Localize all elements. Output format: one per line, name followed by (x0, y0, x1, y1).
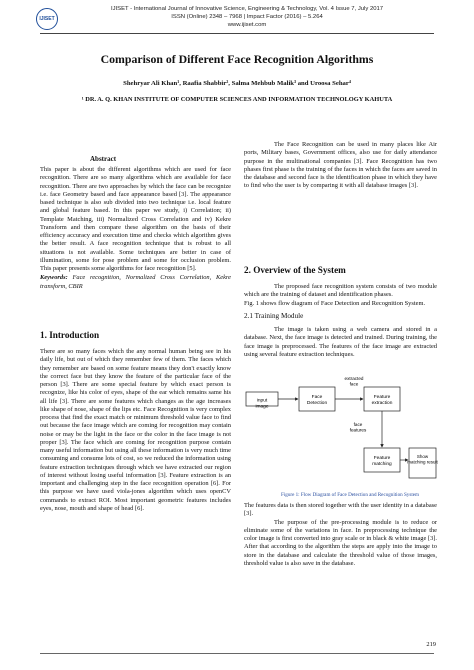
journal-logo: IJISET (36, 8, 58, 30)
abstract-text: This paper is about the different algorithms which are used for face recognition. There are so many algorithms which are available for face recognition. There are two approaches by which the face can be recognize i.e. face Geometry based and face appearance based [3]. The appearance based technique is also sub divided into two technique i.e. local feature and global feature based. In this paper we study, i) Correlation; ii) Template Matching, iii) Normalized Cross Correlation and iv) Kekre Transform and then compare these algorithm on the basis of their efficiency accuracy and execution time and checks which algorithm gives the better result. A face recognition technique that is robust to all situations is not available. Some techniques are better in case of illumination, some for pose problem and some for occlusion problem. This paper presents some algorithms for face recognition [5]. (40, 166, 231, 272)
intro-heading: 1. Introduction (40, 330, 100, 340)
feature-matching-label: Feature matching (372, 456, 392, 467)
face-detection-label: Face Detection (306, 395, 328, 406)
overview-heading: 2. Overview of the System (244, 265, 346, 275)
journal-header-line1: IJISET - International Journal of Innovative Science, Engineering & Technology, Vol. 4 Issue 7, July 2017 (110, 6, 384, 12)
overview-body: The proposed face recognition system consists of two module which are the training of dataset and identification phases. Fig. 1 shows flow diagram of Face Detection and Recognition System. (244, 283, 437, 307)
journal-header-line2: ISSN (Online) 2348 – 7968 | Impact Factor (2016) – 5.264 (171, 14, 323, 20)
training-heading: 2.1 Training Module (244, 312, 304, 320)
journal-header-url: www.ijiset.com (227, 22, 267, 28)
after-figure-text: The features data is then stored together with the user identity in a database [3]. The purpose of the pre-processing module is to reduce or eliminate some of the variations in face. In preprocessing technique the color image is first converted into gray scale or in black & white image [3]. After that according to the algorithm the steps are apply into the image to store in the database and calculate the threshold value of those images, threshold value is also save in the database. (244, 502, 437, 567)
footer-divider (40, 653, 434, 654)
right-intro-paragraph: The Face Recognition can be used in many places like Air ports, Military bases, Government offices, also use for daily attendance purpose in the multinational companies [3]. Face Recognition has two phases first phase is the training of the faces in which the faces are saved in the database and second face is the identification phase in which they have to find who the user is by comparing it with all database images [3]. (244, 141, 437, 190)
page-number: 219 (426, 641, 436, 648)
show-result-label: Show matching result (407, 454, 438, 465)
intro-body: There are so many faces which the any normal human being see in his daily life, but out of which they remember few of them. The faces which they remember are based on some feature means they don't exactly know the correct face but they know the feature of the particular face of the person [3]. There are some special feature by which exact person is recognize, like his color of eyes, shape of the ear which remains same his all life [3]. There are some features which changes as the age increases like shape of nose, shape of the lips etc. Face Recognition is very complex process that find the exact match or minimum threshold value face to find out because the face image which are coming for recognition may contain noise or may be the light in the face or the color in the face image is not proper [3]. The face which are coming for recognition purpose contain many useful information but using all these information is very much time consuming and consume lots of cost, so we reduced the information using feature extraction techniques through which we have extracted our region of interest without losing useful information [3]. Feature extraction is an important and challenging step in the face recognition operation [6]. For this purpose we have used viola-jones algorithm which uses openCV commands to extract ROI. Most important geometric features includes eyes, nose, mouth and shape of head [6]. (40, 348, 231, 512)
keywords: Keywords: Face recognition, Normalized Cross Correlation, Kekre transform, CBIR (40, 274, 231, 290)
abstract-body (40, 166, 231, 291)
flow-diagram (244, 374, 438, 490)
author-list: Shehryar Ali Khan¹, Raafia Shabbir², Salma Mehbub Malik³ and Uroosa Sehar⁴ (123, 80, 351, 87)
feature-extraction-label: Feature extraction (371, 395, 393, 406)
abstract-heading: Abstract (90, 155, 117, 163)
input-image-label: input image (255, 398, 269, 410)
figure-caption: Figure 1: Flow Diagram of Face Detection and Recognition System (281, 492, 419, 498)
extracted-face-label: extracted face (344, 376, 364, 387)
institution: ¹ DR. A. Q. KHAN INSTITUTE OF COMPUTER SCIENCES AND INFORMATION TECHNOLOGY KAHUTA (81, 96, 393, 103)
face-features-label: face features (349, 422, 367, 433)
header-divider (40, 33, 434, 34)
paper-title: Comparison of Different Face Recognition Algorithms (100, 52, 374, 66)
training-body: The image is taken using a web camera and stored in a database. Next, the face image is detected and trained. During training, the face image is preprocessed. The features of the face image are extracted using several feature extraction techniques. (244, 326, 437, 358)
